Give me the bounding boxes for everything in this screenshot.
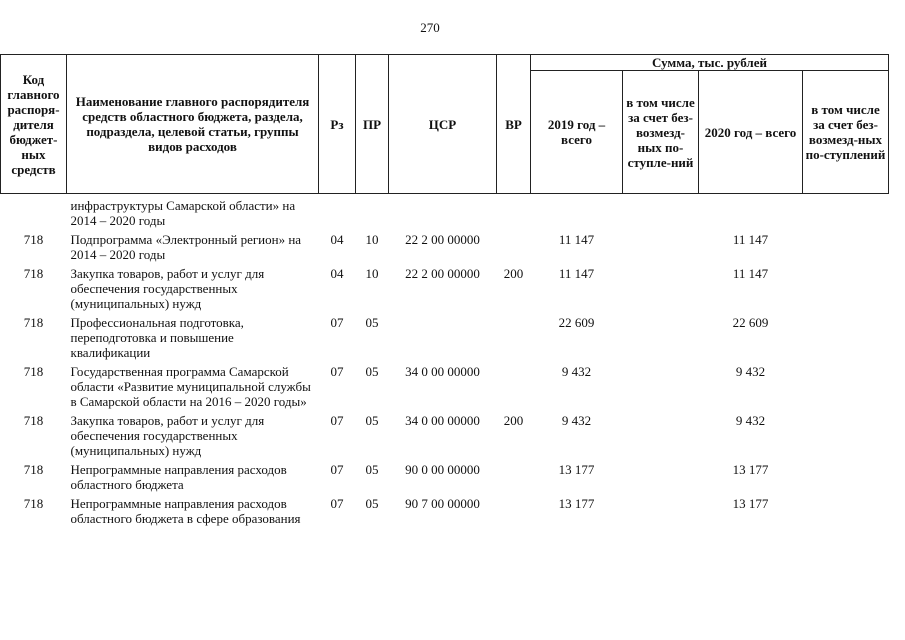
row-2020-total: 9 432 <box>735 413 766 428</box>
header-name: Наименование главного распорядителя средств областного бюджета, раздела, подраздела, целевой статьи, группы видов расходов <box>67 55 319 194</box>
row-2020-free <box>803 266 889 315</box>
row-csr: 22 2 00 00000 <box>405 266 480 281</box>
row-name: Закупка товаров, работ и услуг для обеспечения государственных (муниципальных) нужд <box>70 266 265 311</box>
table-row <box>1 413 889 462</box>
header-2019-total: 2019 год – всего <box>531 71 623 194</box>
row-vr <box>497 496 531 530</box>
table-row <box>1 364 889 413</box>
row-name: Подпрограмма «Электронный регион» на 2014 – 2020 годы <box>70 232 302 262</box>
header-sum-group: Сумма, тыс. рублей <box>531 55 889 71</box>
row-code: 718 <box>23 364 44 379</box>
row-code: 718 <box>23 266 44 281</box>
row-2019-total: 9 432 <box>561 413 592 428</box>
row-name: Профессиональная подготовка, переподготовка и повышение квалификации <box>70 315 244 360</box>
row-code: 718 <box>23 315 44 330</box>
row-code <box>1 194 67 233</box>
row-2019-total: 11 147 <box>558 232 595 247</box>
row-pr: 10 <box>365 232 379 247</box>
row-vr <box>497 462 531 496</box>
row-2020-free <box>803 413 889 462</box>
row-pr: 05 <box>365 462 379 477</box>
row-csr: 34 0 00 00000 <box>405 413 480 428</box>
row-2019-free <box>623 194 699 233</box>
row-rz <box>319 194 356 233</box>
row-pr: 05 <box>365 413 379 428</box>
row-csr: 34 0 00 00000 <box>405 364 480 379</box>
row-2020-free <box>803 315 889 364</box>
row-pr: 05 <box>365 364 379 379</box>
header-rz: Рз <box>319 55 356 194</box>
row-rz: 04 <box>330 266 344 281</box>
row-code: 718 <box>23 462 44 477</box>
row-2019-free <box>623 315 699 364</box>
row-2019-total: 22 609 <box>558 315 595 330</box>
row-vr <box>497 194 531 233</box>
table-row <box>1 315 889 364</box>
row-csr <box>389 194 497 233</box>
row-rz: 07 <box>330 496 344 511</box>
row-2020-free <box>803 462 889 496</box>
header-2019-free: в том числе за счет без-возмезд-ных по-ступле-ний <box>623 71 699 194</box>
row-2020-free <box>803 496 889 530</box>
row-code: 718 <box>23 413 44 428</box>
row-2019-free <box>623 462 699 496</box>
row-2020-free <box>803 364 889 413</box>
row-2019-free <box>623 232 699 266</box>
header-vr: ВР <box>497 55 531 194</box>
table-row <box>1 266 889 315</box>
row-name: Закупка товаров, работ и услуг для обеспечения государственных (муниципальных) нужд <box>70 413 265 458</box>
row-rz: 07 <box>330 315 344 330</box>
row-2020-total: 13 177 <box>732 496 769 511</box>
row-name: Государственная программа Самарской области «Развитие муниципальной службы в Самарской области на 2016 – 2020 годы» <box>70 364 311 409</box>
row-name: Непрограммные направления расходов областного бюджета в сфере образования <box>70 496 301 526</box>
row-2019-free <box>623 496 699 530</box>
row-vr <box>497 315 531 364</box>
row-2020-total <box>699 194 803 233</box>
row-vr: 200 <box>503 413 524 428</box>
row-2020-free <box>803 194 889 233</box>
header-2020-free: в том числе за счет без-возмезд-ных по-ступлений <box>803 71 889 194</box>
row-2019-free <box>623 413 699 462</box>
row-rz: 07 <box>330 413 344 428</box>
row-rz: 07 <box>330 462 344 477</box>
header-code: Код главного распоря-дителя бюджет-ных средств <box>1 55 67 194</box>
row-rz: 07 <box>330 364 344 379</box>
header-csr: ЦСР <box>389 55 497 194</box>
row-csr: 90 7 00 00000 <box>405 496 480 511</box>
row-csr: 90 0 00 00000 <box>405 462 480 477</box>
row-rz: 04 <box>330 232 344 247</box>
row-2019-total: 13 177 <box>558 462 595 477</box>
row-pr <box>356 194 389 233</box>
row-pr: 05 <box>365 496 379 511</box>
table-row <box>1 462 889 496</box>
row-pr: 10 <box>365 266 379 281</box>
row-vr <box>497 232 531 266</box>
budget-table <box>0 54 889 530</box>
table-row <box>1 194 889 233</box>
row-2019-free <box>623 266 699 315</box>
row-name: Непрограммные направления расходов областного бюджета <box>70 462 287 492</box>
row-2019-total <box>531 194 623 233</box>
row-csr: 22 2 00 00000 <box>405 232 480 247</box>
row-name: инфраструктуры Самарской области» на 2014 – 2020 годы <box>70 198 296 228</box>
row-2020-total: 13 177 <box>732 462 769 477</box>
row-vr <box>497 364 531 413</box>
row-2020-free <box>803 232 889 266</box>
row-2020-total: 9 432 <box>735 364 766 379</box>
header-2020-total: 2020 год – всего <box>699 71 803 194</box>
row-2019-free <box>623 364 699 413</box>
page-number: 270 <box>420 20 440 35</box>
row-2020-total: 22 609 <box>732 315 769 330</box>
header-pr: ПР <box>356 55 389 194</box>
row-csr <box>389 315 497 364</box>
row-2020-total: 11 147 <box>732 232 769 247</box>
row-2019-total: 11 147 <box>558 266 595 281</box>
row-vr: 200 <box>503 266 524 281</box>
row-code: 718 <box>23 232 44 247</box>
table-row <box>1 232 889 266</box>
row-2020-total: 11 147 <box>732 266 769 281</box>
row-code: 718 <box>23 496 44 511</box>
table-row <box>1 496 889 530</box>
row-2019-total: 13 177 <box>558 496 595 511</box>
row-pr: 05 <box>365 315 379 330</box>
row-2019-total: 9 432 <box>561 364 592 379</box>
